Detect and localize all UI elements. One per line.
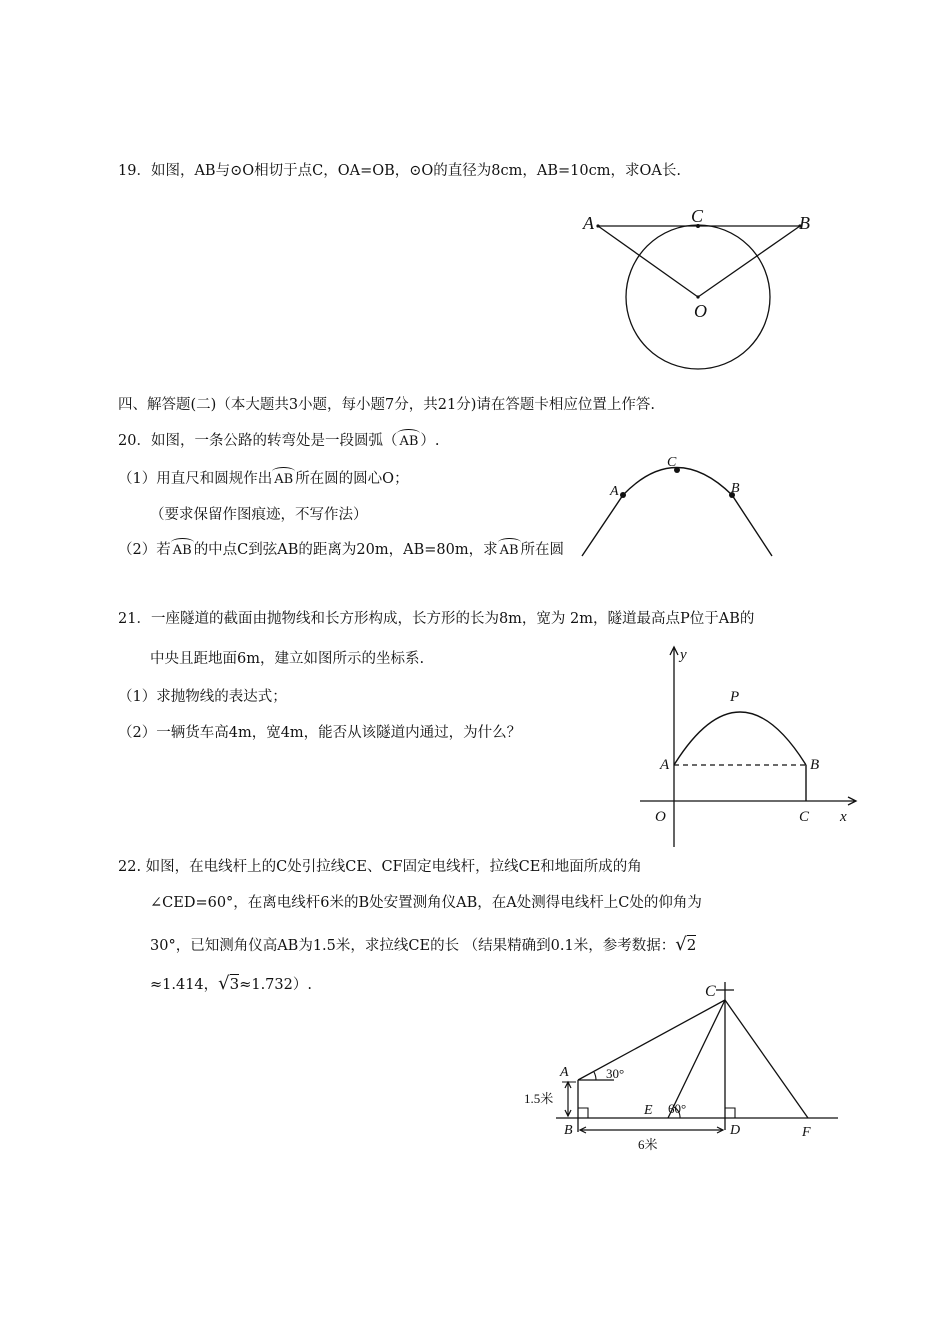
arc-ab-symbol: AB [274, 472, 294, 487]
label-a: A [583, 213, 594, 233]
q22-line2: ∠CED=60°，在离电线杆6米的B处安置测角仪AB，在A处测得电线杆上C处的仰角为 [150, 895, 702, 911]
sqrt-symbol: √ [675, 934, 687, 955]
segment-oa [598, 226, 698, 297]
label-a: A [560, 1065, 569, 1080]
label-b: B [731, 481, 740, 496]
q19-figure [570, 200, 830, 380]
label-c: C [705, 983, 716, 1000]
q22-line4-post: ≈1.732）. [239, 977, 312, 993]
sight-line-ac [578, 1000, 725, 1080]
sqrt-symbol: √ [218, 973, 230, 994]
q20-stem-pre: 20．如图，一条公路的转弯处是一段圆弧（ [118, 433, 398, 449]
arc-ab-symbol: AB [172, 543, 192, 558]
q20-p1-post: 所在圆的圆心O； [295, 471, 409, 487]
road-curve [582, 468, 772, 557]
sqrt-2-radicand: 2 [686, 936, 697, 954]
q20-p2-mid: 的中点C到弦AB的距离为20m，AB=80m，求 [193, 542, 498, 558]
q22-line1: 22. 如图，在电线杆上的C处引拉线CE、CF固定电线杆，拉线CE和地面所成的角 [118, 859, 642, 875]
segment-ob [698, 226, 800, 297]
q21-line2: 中央且距地面6m，建立如图所示的坐标系. [150, 651, 425, 667]
q20-part2 [118, 543, 564, 558]
label-distance-6m: 6米 [638, 1137, 658, 1152]
q20-stem-post: ）. [420, 433, 440, 449]
point-a [620, 492, 626, 498]
q20-stem [118, 434, 440, 449]
q21-part2: （2）一辆货车高4m，宽4m，能否从该隧道内通过，为什么？ [118, 725, 522, 741]
label-p: P [730, 689, 740, 705]
q22-figure [520, 972, 840, 1157]
label-a: A [660, 757, 670, 773]
label-f: F [802, 1125, 811, 1140]
q22-line4-pre: ≈1.414， [150, 977, 219, 993]
label-b: B [810, 757, 820, 773]
q20-p2-post: 所在圆 [520, 542, 565, 558]
q21-line1: 21．一座隧道的截面由抛物线和长方形构成，长方形的长为8m，宽为 2m，隧道最高点P位于AB的 [118, 611, 755, 627]
q22-line4 [150, 975, 312, 993]
q20-part1-note: （要求保留作图痕迹，不写作法） [150, 507, 368, 523]
label-angle-30: 30° [606, 1066, 625, 1081]
label-c: C [691, 206, 704, 226]
parabola [674, 712, 806, 765]
label-e: E [644, 1103, 653, 1118]
label-height-1-5m: 1.5米 [524, 1091, 554, 1106]
q20-part1 [118, 472, 409, 487]
q22-line3 [150, 936, 696, 954]
q20-figure [580, 450, 780, 560]
wire-cf [725, 1000, 808, 1118]
arc-ab-symbol: AB [499, 543, 519, 558]
label-b: B [799, 213, 810, 233]
label-c: C [799, 809, 810, 825]
q19-text: 19．如图，AB与⊙O相切于点C，OA=OB，⊙O的直径为8cm，AB=10cm，求OA长. [118, 163, 681, 179]
q20-p1-pre: （1）用直尺和圆规作出 [118, 471, 273, 487]
section-4-heading: 四、解答题(二)（本大题共3小题，每小题7分，共21分)请在答题卡相应位置上作答. [118, 397, 655, 413]
q21-figure [640, 645, 870, 850]
q20-p2-pre: （2）若 [118, 542, 171, 558]
label-y: y [680, 647, 687, 663]
label-a: A [610, 484, 619, 499]
q21-part1: （1）求抛物线的表达式； [118, 689, 287, 705]
q22-line3-text: 30°，已知测角仪高AB为1.5米，求拉线CE的长 （结果精确到0.1米，参考数据： [150, 938, 676, 954]
label-x: x [840, 809, 847, 825]
label-o: O [694, 301, 707, 321]
arc-ab-symbol: AB [399, 434, 419, 449]
label-o: O [655, 809, 666, 825]
label-angle-60: 60° [668, 1101, 687, 1116]
label-d: D [730, 1123, 741, 1138]
label-b: B [564, 1123, 573, 1138]
sqrt-3-radicand: 3 [229, 975, 240, 993]
label-c: C [667, 455, 677, 470]
